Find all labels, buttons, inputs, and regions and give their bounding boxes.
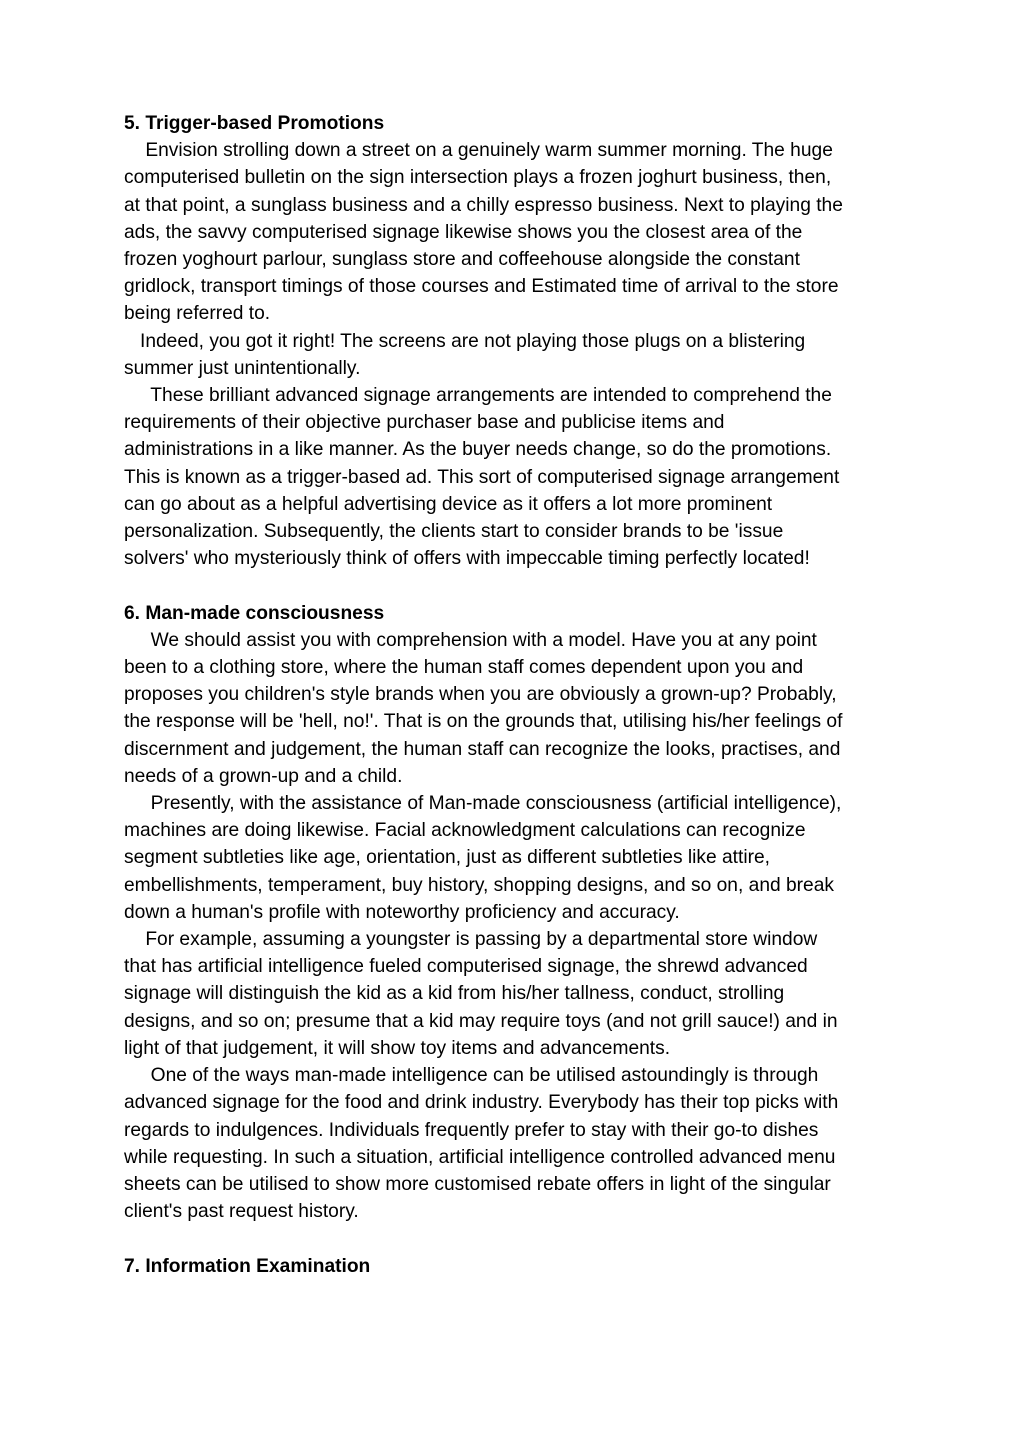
paragraph xyxy=(124,790,914,926)
text-line: proposes you children's style brands when you are obviously a grown-up? Probably, xyxy=(124,684,837,706)
text-line: frozen yoghourt parlour, sunglass store and coffeehouse alongside the constant xyxy=(124,249,800,271)
section-trigger-based-promotions xyxy=(124,110,914,572)
section-spacer xyxy=(124,572,914,599)
text-line: segment subtleties like age, orientation, just as different subtleties like attire, xyxy=(124,847,770,869)
text-line: being referred to. xyxy=(124,303,271,325)
text-line: designs, and so on; presume that a kid may require toys (and not grill sauce!) and in xyxy=(124,1010,838,1032)
paragraph xyxy=(124,627,914,790)
text-line: personalization. Subsequently, the clients start to consider brands to be 'issue xyxy=(124,521,784,543)
text-line: embellishments, temperament, buy history, shopping designs, and so on, and break xyxy=(124,874,834,896)
text-line: at that point, a sunglass business and a chilly espresso business. Next to playing the xyxy=(124,194,843,216)
text-line: Envision strolling down a street on a genuinely warm summer morning. The huge xyxy=(124,140,833,162)
section-heading: 6. Man-made consciousness xyxy=(124,602,385,624)
text-line: These brilliant advanced signage arrangements are intended to comprehend the xyxy=(124,385,832,407)
text-line: sheets can be utilised to show more customised rebate offers in light of the singular xyxy=(124,1173,831,1195)
section-spacer xyxy=(124,1225,914,1252)
paragraph xyxy=(124,328,914,382)
text-line: signage will distinguish the kid as a kid from his/her tallness, conduct, strolling xyxy=(124,983,785,1005)
text-line: the response will be 'hell, no!'. That is on the grounds that, utilising his/her feelings of xyxy=(124,711,843,733)
text-line: administrations in a like manner. As the buyer needs change, so do the promotions. xyxy=(124,439,832,461)
text-line: that has artificial intelligence fueled computerised signage, the shrewd advanced xyxy=(124,956,808,978)
text-line: One of the ways man-made intelligence can be utilised astoundingly is through xyxy=(124,1065,819,1087)
paragraph xyxy=(124,137,914,327)
paragraph xyxy=(124,1062,914,1225)
text-line: client's past request history. xyxy=(124,1201,359,1223)
text-line: discernment and judgement, the human staff can recognize the looks, practises, and xyxy=(124,738,841,760)
text-line: summer just unintentionally. xyxy=(124,357,361,379)
section-heading: 7. Information Examination xyxy=(124,1255,371,1277)
document-page xyxy=(124,110,914,1280)
text-line: advanced signage for the food and drink industry. Everybody has their top picks with xyxy=(124,1092,839,1114)
text-line: been to a clothing store, where the human staff comes dependent upon you and xyxy=(124,657,804,679)
paragraph xyxy=(124,382,914,572)
text-line: Presently, with the assistance of Man-made consciousness (artificial intelligence), xyxy=(124,793,842,815)
text-line: computerised bulletin on the sign intersection plays a frozen joghurt business, then, xyxy=(124,167,832,189)
text-line: regards to indulgences. Individuals frequently prefer to stay with their go-to dishes xyxy=(124,1119,819,1141)
text-line: light of that judgement, it will show toy items and advancements. xyxy=(124,1037,671,1059)
text-line: This is known as a trigger-based ad. This sort of computerised signage arrangement xyxy=(124,466,840,488)
section-heading: 5. Trigger-based Promotions xyxy=(124,113,385,134)
text-line: solvers' who mysteriously think of offers with impeccable timing perfectly located! xyxy=(124,548,810,570)
section-information-examination xyxy=(124,1253,914,1280)
text-line: needs of a grown-up and a child. xyxy=(124,765,403,787)
text-line: can go about as a helpful advertising device as it offers a lot more prominent xyxy=(124,493,773,515)
text-line: while requesting. In such a situation, artificial intelligence controlled advanced menu xyxy=(124,1146,836,1168)
text-line: Indeed, you got it right! The screens are not playing those plugs on a blistering xyxy=(124,330,806,352)
text-line: down a human's profile with noteworthy proficiency and accuracy. xyxy=(124,901,680,923)
section-man-made-consciousness xyxy=(124,600,914,1226)
text-line: requirements of their objective purchaser base and publicise items and xyxy=(124,412,725,434)
text-line: ads, the savvy computerised signage likewise shows you the closest area of the xyxy=(124,221,803,243)
paragraph xyxy=(124,926,914,1062)
text-line: machines are doing likewise. Facial acknowledgment calculations can recognize xyxy=(124,820,806,842)
text-line: We should assist you with comprehension with a model. Have you at any point xyxy=(124,629,817,651)
text-line: gridlock, transport timings of those courses and Estimated time of arrival to the store xyxy=(124,276,839,298)
text-line: For example, assuming a youngster is passing by a departmental store window xyxy=(124,929,818,951)
